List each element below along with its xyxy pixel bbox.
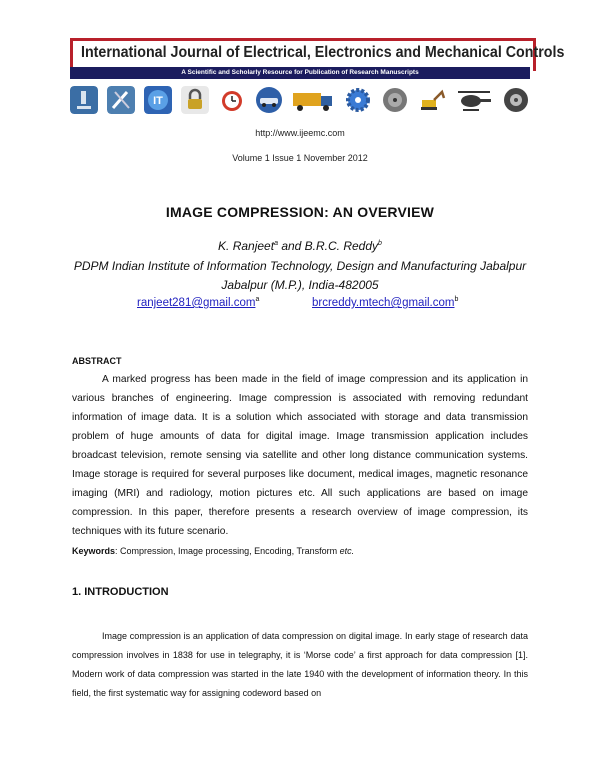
- author-2-mark: b: [378, 240, 382, 247]
- svg-text:IT: IT: [152, 95, 163, 107]
- authors: [0, 239, 600, 253]
- affiliation-line-2: Jabalpur (M.P.), India-482005: [221, 278, 379, 292]
- abstract-body: [72, 370, 528, 541]
- satellite-dish-icon: [381, 86, 409, 114]
- affiliation-line-1: PDPM Indian Institute of Information Technology, Design and Manufacturing Jabalpur: [73, 259, 527, 273]
- helicopter-icon: [455, 86, 493, 114]
- gear-icon: [344, 86, 372, 114]
- it-icon: [144, 86, 172, 114]
- paper-title: IMAGE COMPRESSION: AN OVERVIEW: [165, 204, 435, 220]
- introduction-body: [72, 627, 528, 703]
- keywords-etc: etc.: [339, 546, 355, 556]
- introduction-text: Image compression is an application of data compression on digital image. In early stage of research data compression involves in 1838 for use in telegraphy, it is ‘Morse code’ a first approach for data compression [1]. Modern work of data compression was started in the late 1940 with the development of information theory. In this field, the first systematic way for assigning codeword based on: [72, 631, 528, 698]
- journal-title: International Journal of Electrical, Electronics and Mechanical Controls: [81, 44, 565, 61]
- email-b-mark: b: [454, 296, 459, 303]
- abstract-heading: ABSTRACT: [72, 356, 122, 366]
- email-link-a[interactable]: ranjeet281@gmail.com: [137, 296, 256, 309]
- author-1: K. Ranjeet: [218, 239, 275, 253]
- journal-subtitle: A Scientific and Scholarly Resource for Publication of Research Manuscripts: [181, 69, 419, 76]
- author-2: and B.R.C. Reddy: [277, 239, 379, 253]
- excavator-icon: [418, 86, 446, 114]
- keywords-text: : Compression, Image processing, Encoding, Transform: [115, 546, 340, 556]
- banner-icon-strip: [70, 80, 530, 120]
- keywords: [72, 546, 354, 556]
- keywords-label: Keywords: [72, 546, 116, 556]
- journal-url: http://www.ijeemc.com: [255, 128, 345, 138]
- abstract-text: A marked progress has been made in the field of image compression and its application in various branches of engineering. Image compression is associated with removing redundant information of image data. It is a solution which associated with storage and data transmission problem of huge amounts of data for digital image. Image transmission application includes broadcast television, remote sensing via satellite and other long distance communication systems. Image storage is required for several purposes like document, medical images, magnetic resonance imaging (MRI) and radiology, motion pictures etc. All such applications are based on image compression. In this paper, therefore presents a research overview of image compression, its techniques with its future scenario.: [72, 374, 528, 537]
- author-1-mark: a: [274, 240, 278, 247]
- car-icon: [255, 86, 283, 114]
- email-a-mark: a: [255, 296, 260, 303]
- tools-icon: [107, 86, 135, 114]
- journal-subtitle-bar: [70, 67, 530, 79]
- introduction-heading: 1. INTRODUCTION: [72, 586, 169, 598]
- microscope-icon: [70, 86, 98, 114]
- email-link-b[interactable]: brcreddy.mtech@gmail.com: [312, 296, 455, 309]
- alarm-clock-icon: [218, 86, 246, 114]
- truck-icon: [291, 86, 335, 114]
- wheel-icon: [502, 86, 530, 114]
- volume-info: Volume 1 Issue 1 November 2012: [232, 153, 368, 163]
- lock-icon: [181, 86, 209, 114]
